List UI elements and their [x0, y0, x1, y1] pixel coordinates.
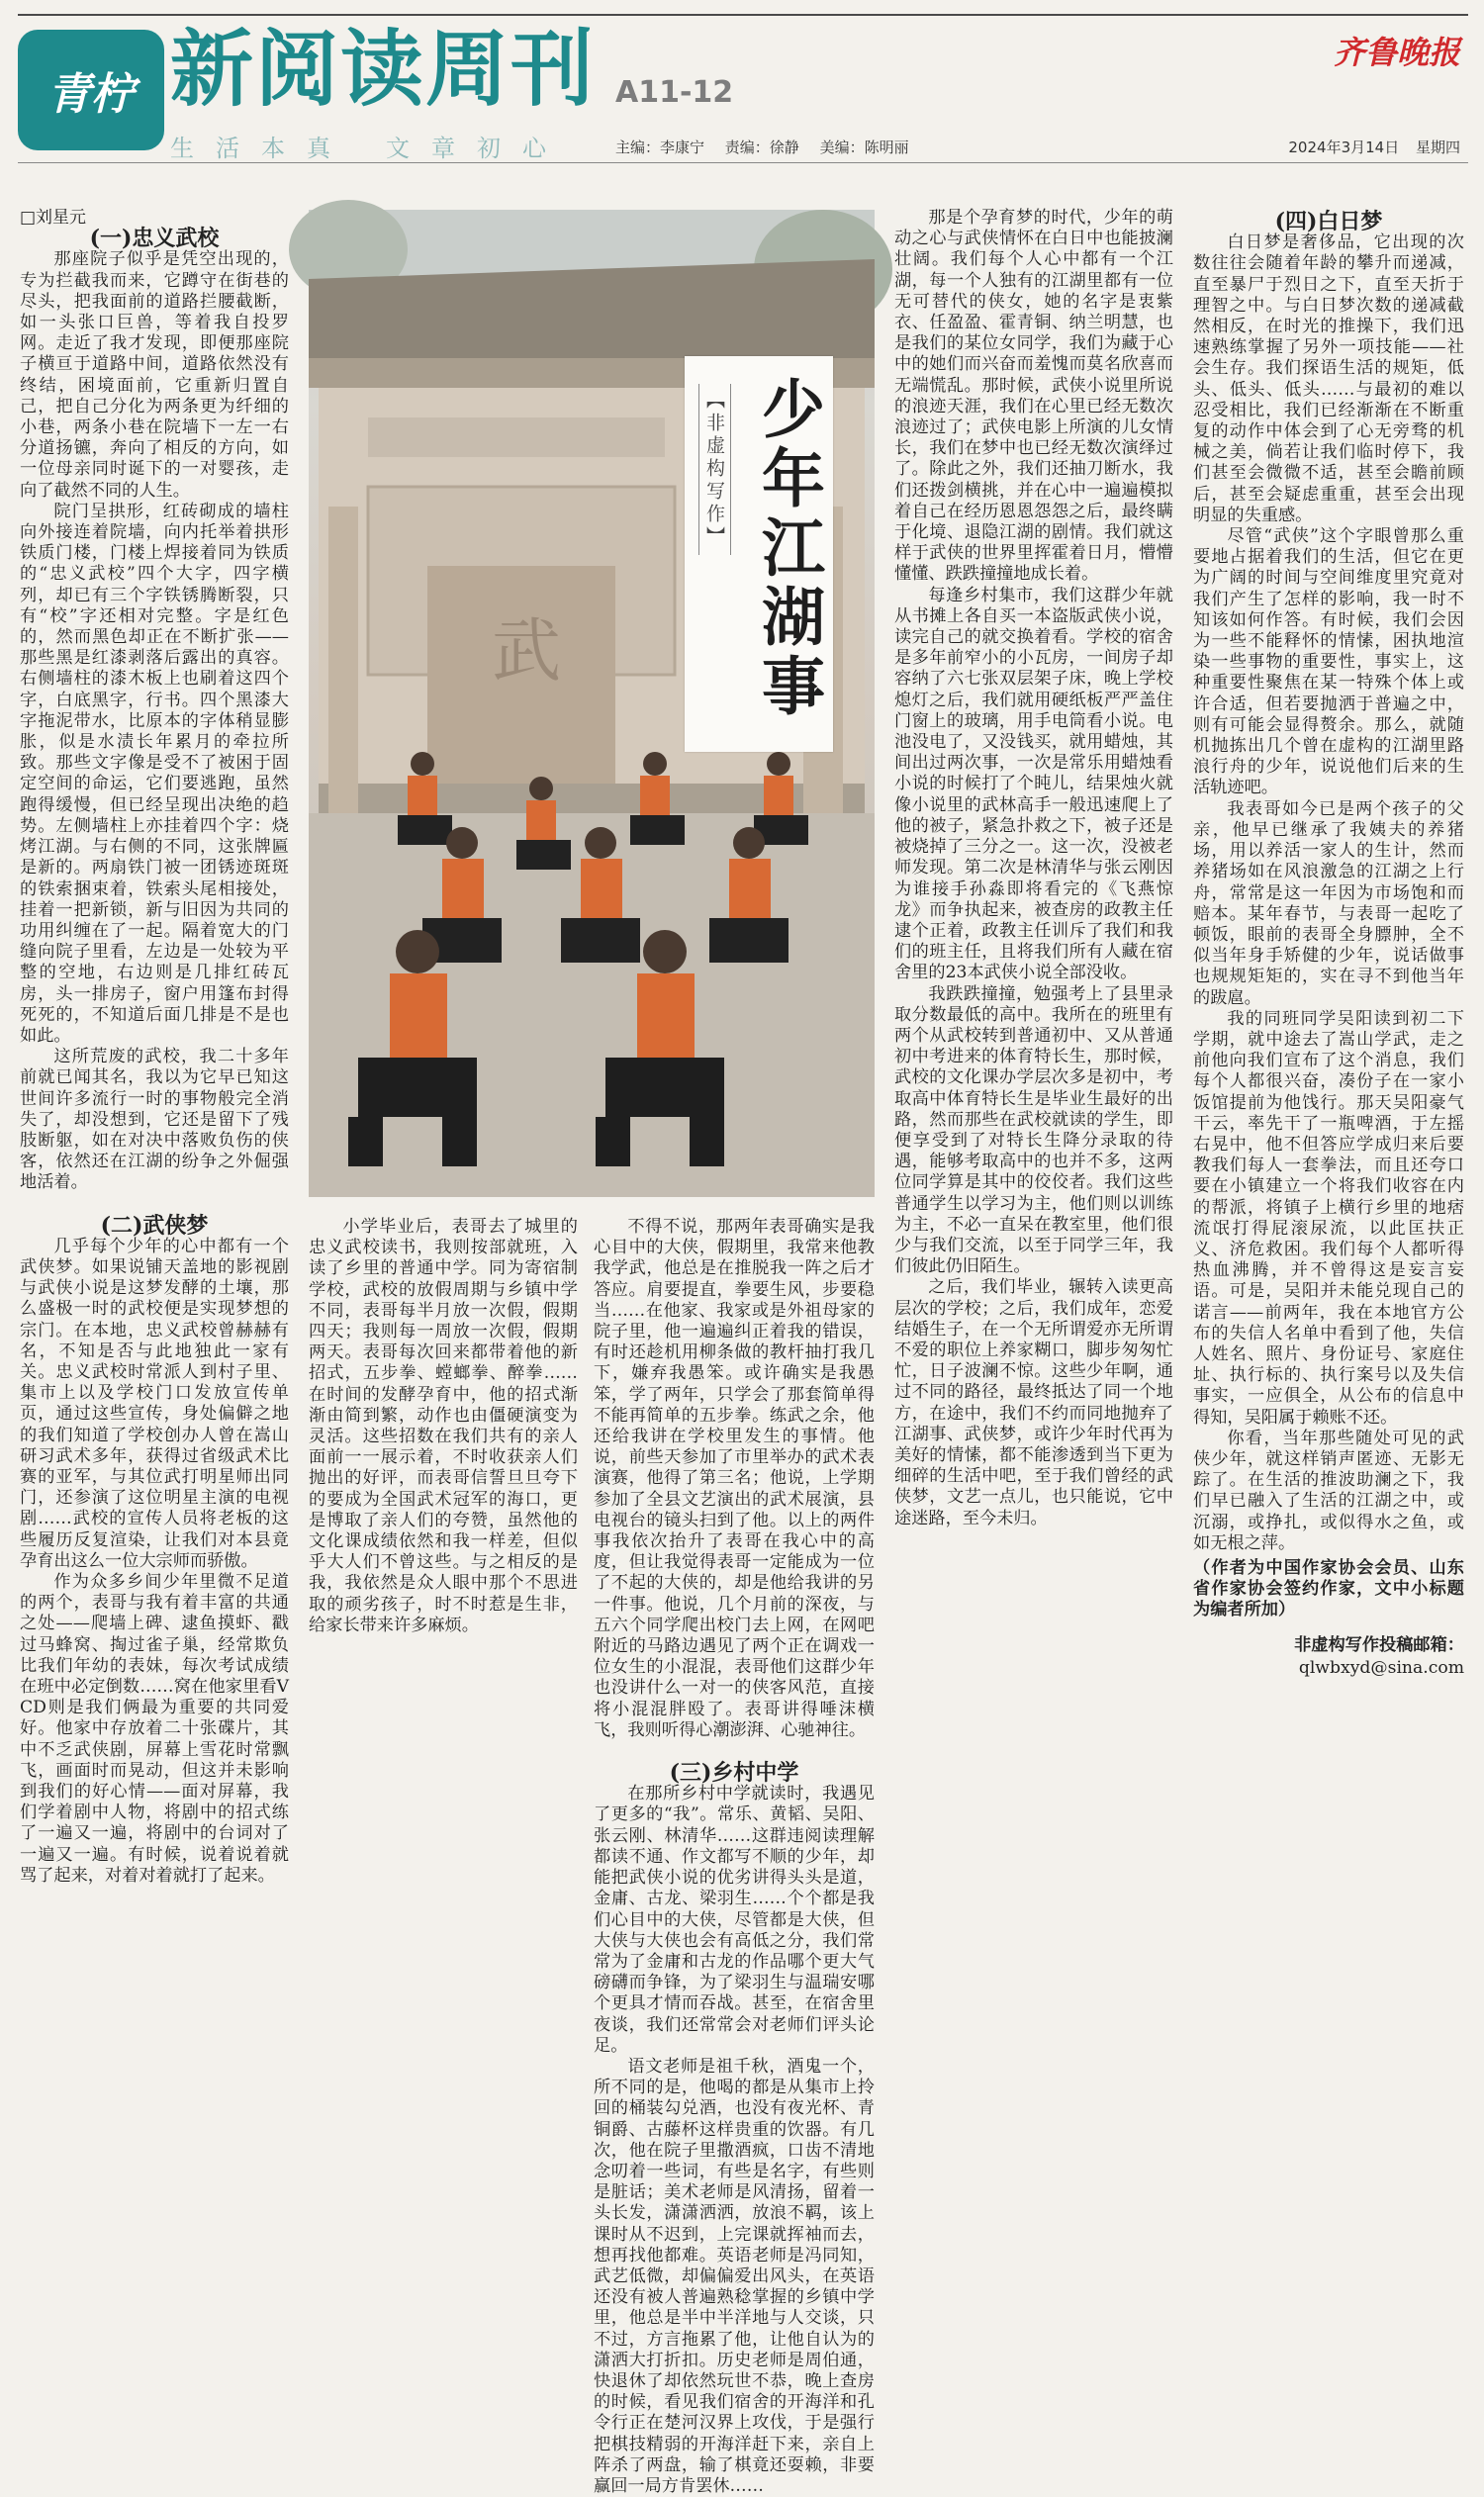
date: 2024年3月14日 [1288, 139, 1400, 156]
paragraph: 我跌跌撞撞，勉强考上了县里录取分数最低的高中。我所在的班里有两个从武校转到普通初中、又从普通初中考进来的体育特长生，那时候，武校的文化课办学层次多是初中，考取高中体育特长生是毕业生最好的出路，然而那些在武校就读的学生，即便享受到了对特长生降分录取的待遇，能够考取高中的也并不多，这两位同学算是其中的佼佼者。我们这些普通学生以学习为主，他们则以训练为主，不必一直呆在教室里，他们很少与我们交流，以至于同学三年，我们彼此仍旧陌生。 [894, 983, 1173, 1277]
headline-box [685, 356, 833, 752]
submission-email[interactable]: qlwbxyd@sina.com [1298, 1657, 1464, 1678]
article-headline: 少年江湖事 [751, 376, 825, 722]
paragraph: 每逢乡村集市，我们这群少年就从书摊上各自买一本盗版武侠小说，读完自己的就交换着看。学校的宿舍是多年前窄小的小瓦房，一间房子却容纳了六七张双层架子床，晚上学校熄灯之后，我们就用硬纸板严严盖住门窗上的玻璃，用手电筒看小说。电池没电了，又没钱买，就用蜡烛，其间出过两次事，一次是常乐用蜡烛看小说的时候打了个盹儿，结果烛火就像小说里的武林高手一般迅速爬上了他的被子，紧急扑救之下，被子还是被烧掉了三分之一。这一次，没被老师发现。第二次是林清华与张云刚因为谁接手孙淼即将看完的《飞燕惊龙》而争执起来，被查房的政教主任逮个正着，政教主任训斥了我们和我们的班主任，且将我们所有人藏在宿舍里的23本武侠小说全部没收。 [894, 585, 1173, 983]
slogan-part-a: 生活本真 [170, 135, 352, 162]
newspaper-logo: 齐鲁晚报 [1333, 34, 1460, 71]
paragraph: 院门呈拱形，红砖砌成的墙柱向外接连着院墙，向内托举着拱形铁质门楼，门楼上焊接着同为铁质的“忠义武校”四个大字，四字横列，却已有三个字铁锈腾断裂，只有“校”字还相对完整。字是红色的，然而黑色却正在不断扩张——那些黑是红漆剥落后露出的真容。右侧墙柱的漆木板上也刷着这四个字，白底黑字，行书。四个黑漆大字拖泥带水，比原本的字体稍显膨胀，似是水渍长年累月的牵拉所致。那些文字像是受不了被困于固定空间的命运，它们要逃跑，虽然跑得缓慢，但已经呈现出决绝的趋势。左侧墙柱上亦挂着四个字：烧烤江湖。与右侧的不同，这张牌匾是新的。两扇铁门被一团锈迹斑斑的铁索捆束着，铁索头尾相接处，挂着一把新锁，新与旧因为共同的功用纠缠在了一起。隔着宽大的门缝向院子里看，左边是一处较为平整的空地，右边则是几排红砖瓦房，头一排房子，窗户用篷布封得死死的，不知道后面几排是不是也如此。 [20, 501, 289, 1046]
paragraph: 这所荒废的武校，我二十多年前就已闻其名，我以为它早已知这世间许多流行一时的事物般完全消失了，却没想到，它还是留下了残肢断躯，如在对决中落败负伤的侠客，依然还在江湖的纷争之外倔强地活着。 [20, 1047, 289, 1193]
masthead-divider [18, 162, 1468, 163]
column-3 [594, 1217, 875, 2496]
paragraph: 在那所乡村中学就读时，我遇见了更多的“我”。常乐、黄韬、吴阳、张云刚、林清华……这群违阅读理解都读不通、作文都写不顺的少年，却能把武侠小说的优劣讲得头头是道，金庸、古龙、梁羽生……个个都是我们心目中的大侠，尽管都是大侠，但大侠与大侠也会有高低之分，我们常常为了金庸和古龙的作品哪个更大气磅礴而争锋，为了梁羽生与温瑞安哪个更具才情而吞战。甚至，在宿舍里夜谈，我们还常常会对老师们评头论足。 [594, 1784, 875, 2056]
masthead [18, 6, 1468, 166]
paragraph: 之后，我们毕业，辗转入读更高层次的学校；之后，我们成年，恋爱结婚生子，在一个无所谓爱亦无所谓不爱的职位上养家糊口，脚步匆匆忙忙，日子波澜不惊。这些少年啊，通过不同的路径，最终抵达了同一个地方，在途中，我们不约而同地抛弃了江湖事、武侠梦，或许少年时代再为美好的情愫，都不能渗透到当下更为细碎的生活中吧，至于我们曾经的武侠梦，文艺一点儿，也只能说，它中途迷路，至今未归。 [894, 1277, 1173, 1528]
page-code: A11-12 [615, 75, 734, 110]
editor-credits [615, 137, 925, 157]
paragraph: 小学毕业后，表哥去了城里的忠义武校读书，我则按部就班，入读了乡里的普通中学。同为寄宿制学校，武校的放假周期与乡镇中学不同，表哥每半月放一次假，假期四天；我则每一周放一次假，假期两天。表哥每次回来都带着他的新招式，五步拳、螳螂拳、醉拳……在时间的发酵孕育中，他的招式渐渐由简到繁，动作也由僵硬演变为灵活。这些招数在我们共有的亲人面前一一展示着，不时收获亲人们抛出的好评，而表哥信誓旦旦夸下的要成为全国武术冠军的海口，更是博取了亲人们的夸赞，虽然他的文化课成绩依然和我一样差，但似乎大人们不曾这些。与之相反的是我，我依然是众人眼中那个不思进取的顽劣孩子，时不时惹是生非，给家长带来许多麻烦。 [309, 1217, 578, 1635]
section-heading-4: (四)白日梦 [1274, 209, 1383, 234]
top-rule [18, 14, 1468, 16]
paragraph: 我表哥如今已是两个孩子的父亲，他早已继承了我姨夫的养猪场，用以养活一家人的生计，然而养猪场如在风浪激急的江湖之上行舟，常常是这一年因为市场饱和而赔本。某年春节，与表哥一起吃了顿饭，眼前的表哥全身膘肿，全不似当年身手矫健的少年，说话做事也规规矩矩的，实在寻不到他当年的跋扈。 [1193, 798, 1464, 1008]
genre-label: 【非虚构写作】 [698, 384, 731, 555]
weekday: 星期四 [1415, 139, 1460, 156]
paragraph: 白日梦是奢侈品，它出现的次数往往会随着年龄的攀升而递减，直至暴尸于烈日之下，直至天折于理智之中。与白日梦次数的递减截然相反，在时光的推操下，我们迅速熟练掌握了另外一项技能——社会生存。我们探语生活的规矩，低头、低头、低头……与最初的难以忍受相比，我们已经渐渐在不断重复的动作中体会到了心无旁骛的机械之美，倘若让我们临时停下，我们甚至会微微不适，甚至会瞻前顾后，甚至会疑虑重重，甚至会出现明显的失重感。 [1193, 232, 1464, 525]
section-heading-1: (一)忠义武校 [89, 226, 220, 252]
duty-editor: 责编：徐静 [724, 139, 799, 156]
paragraph: 我的同班同学吴阳读到初二下学期，就中途去了嵩山学武，走之前他向我们宣布了这个消息，我们每个人都很兴奋，凑份子在一家小饭馆提前为他饯行。那天吴阳豪气干云，率先干了一瓶啤酒，于左摇右晃中，他不但答应学成归来后要教我们每人一套拳法，而且还夸口要在小镇建立一个将我们收容在内的帮派，将镇子上横行乡里的地痞流氓打得屁滚尿流，以此匡扶正义、济危救困。我们每个人都听得热血沸腾，并不曾得这是妄言妄语。可是，吴阳并未能兑现自己的诺言——前两年，我在本地官方公布的失信人名单中看到了他，失信人姓名、照片、身份证号、家庭住址、执行标的、执行案号以及失信事实，一应俱全，从公布的信息中得知，吴阳属于赖账不还。 [1193, 1008, 1464, 1428]
paragraph: 你看，当年那些随处可见的武侠少年，就这样销声匿迹、无影无踪了。在生活的推波助澜之下，我们早已融入了生活的江湖之中，或沉溺，或挣扎，或似得水之鱼，或如无根之萍。 [1193, 1428, 1464, 1553]
qingning-logo: 青柠 [18, 30, 164, 150]
slogan-part-b: 文章初心 [386, 135, 568, 162]
art-editor: 美编：陈明丽 [819, 139, 909, 156]
paragraph: 作为众多乡间少年里微不足道的两个，表哥与我有着丰富的共通之处——爬墙上碑、逮鱼摸虾、戳过马蜂窝、掏过雀子巢，经常欺负比我们年幼的表妹，每次考试成绩在班中必定倒数……窝在他家里看VCD则是我们俩最为重要的共同爱好。他家中存放着二十张碟片，其中不乏武侠剧，屏幕上雪花时常飘飞，画面时而晃动，但这并未影响到我们的好心情——面对屏幕，我们学着剧中人物，将剧中的招式练了一遍又一遍，将剧中的台词对了一遍又一遍。有时候，说着说着就骂了起来，对着对着就打了起来。 [20, 1572, 289, 1886]
section-title: 新阅读周刊 [170, 20, 597, 118]
paragraph: 语文老师是祖千秋，酒鬼一个，所不同的是，他喝的都是从集市上拎回的桶装勾兑酒，也没有夜光杯、青铜爵、古藤杯这样贵重的饮器。有几次，他在院子里撒酒疯，口齿不清地念叨着一些词，有些是名字，有些则是脏话；美术老师是风清扬，留着一头长发，潇潇洒洒，放浪不羁，该上课时从不迟到，上完课就挥袖而去，想再找他都难。英语老师是冯同知，武艺低微，却偏偏爱出风头，在英语还没有被人普遍熟稔掌握的乡镇中学里，他总是半中半洋地与人交谈，只不过，方言拖累了他，让他自认为的潇洒大打折扣。历史老师是周伯通，快退休了却依然玩世不恭，晚上查房的时候，看见我们宿舍的开海洋和孔令行正在楚河汉界上攻伐，于是强行把棋技精弱的开海洋赶下来，亲自上阵杀了两盘，输了棋竟还耍赖，非要赢回一局方肯罢休…… [594, 2056, 875, 2496]
section-heading-3: (三)乡村中学 [669, 1760, 799, 1787]
paragraph: 尽管“武侠”这个字眼曾那么重要地占据着我们的生活，但它在更为广阔的时间与空间维度里究竟对我们产生了怎样的影响，我一时不知该如何作答。有时候，我们会因为一些不能释怀的情愫，困执地渲染一些事物的重要性，事实上，这种重要性聚焦在某一特殊个体上或许合适，但若要抛洒于普遍之中，则有可能会显得赘余。那么，就随机抛拣出几个曾在虚构的江湖里路浪行舟的少年，说说他们后来的生活轨迹吧。 [1193, 526, 1464, 798]
submission-label: 非虚构写作投稿邮箱： [1294, 1634, 1464, 1655]
author-byline: □刘星元 [20, 208, 87, 228]
paragraph: 那是个孕育梦的时代，少年的萌动之心与武侠情怀在白日中也能披澜壮阔。我们每个人心中都有一个江湖，每一个人独有的江湖里都有一位无可替代的侠女，她的名字是衷紫衣、任盈盈、霍青铜、纳兰明慧，也是我们的某位女同学，我们为藏于心中的她们而兴奋而羞愧而莫名欣喜而无端慌乱。那时候，武侠小说里所说的浪迹天涯，我们在心里已经无数次浪迹过了；武侠电影上所演的儿女情长，我们在梦中也已经无数次演绎过了。除此之外，我们还抽刀断水，我们还拨剑横挑，并在心中一遍遍模拟着自己在经历恩恩怨怨之后，最终瞒于化境、退隐江湖的剧情。我们就这样于武侠的世界里挥霍着日月，懵懵懂懂、跌跌撞撞地成长着。 [894, 208, 1173, 585]
column-5 [1193, 208, 1464, 2171]
column-1 [20, 208, 289, 2149]
author-note: （作者为中国作家协会会员、山东省作家协会签约作家，文中小标题为编者所加） [1193, 1558, 1464, 1620]
column-2 [309, 1217, 578, 2149]
column-4 [894, 208, 1173, 2149]
section-slogan [170, 129, 568, 163]
chief-editor: 主编：李康宁 [615, 139, 705, 156]
issue-date [1276, 137, 1460, 157]
paragraph: 那座院子似乎是凭空出现的，专为拦截我而来，它蹲守在街巷的尽头，把我面前的道路拦腰截断，如一头张口巨兽，等着我自投罗网。走近了我才发现，即便那座院子横亘于道路中间，道路依然没有终结，困境面前，它重新归置自己，把自己分化为两条更为纤细的小巷，两条小巷在院墙下一左一右分道扬镳，奔向了相反的方向，如一位母亲同时诞下的一对婴孩，走向了截然不同的人生。 [20, 249, 289, 501]
martial-arts-photo [309, 210, 875, 1197]
section-heading-2: (二)武侠梦 [100, 1212, 209, 1239]
paragraph: 几乎每个少年的心中都有一个武侠梦。如果说铺天盖地的影视剧与武侠小说是这梦发酵的土壤，那么盛极一时的武校便是实现梦想的宗门。在本地，忠义武校曾赫赫有名，不知是否与此地独此一家有关。忠义武校时常派人到村子里、集市上以及学校门口发放宣传单页，通过这些宣传，身处偏僻之地的我们知道了学校创办人曾在嵩山研习武术多年，获得过省级武术比赛的亚军，与其位武打明星师出同门，还参演了这位明星主演的电视剧……武校的宣传人员将老板的这些履历反复渲染，让我们对本县竟孕育出这么一位大宗师而骄傲。 [20, 1236, 289, 1571]
paragraph: 不得不说，那两年表哥确实是我心目中的大侠，假期里，我常来他教我学武，他总是在推脱我一阵之后才答应。肩要提直，拳要生风，步要稳当……在他家、我家或是外祖母家的院子里，他一遍遍纠正着我的错误，有时还趁机用柳条做的教杆抽打我几下，嫌弃我愚笨。或许确实是我愚笨，学了两年，只学会了那套简单得不能再简单的五步拳。练武之余，他还给我讲在学校里发生的事情。他说，前些天参加了市里举办的武术表演赛，他得了第三名；他说，上学期参加了全县文艺演出的武术展演，县电视台的镜头扫到了他。以上的两件事我依次抬升了表哥在我心中的高度，但让我觉得表哥一定能成为一位了不起的大侠的，却是他给我讲的另一件事。他说，几个月前的深夜，与五六个同学爬出校门去上网，在网吧附近的马路边遇见了两个正在调戏一位女生的小混混，表哥他们这群少年也没讲什么一对一的侠客风范，直接将小混混胖殴了。表哥讲得唾沫横飞，我则听得心潮澎湃、心驰神往。 [594, 1217, 875, 1740]
svg-text:武: 武 [492, 610, 561, 692]
